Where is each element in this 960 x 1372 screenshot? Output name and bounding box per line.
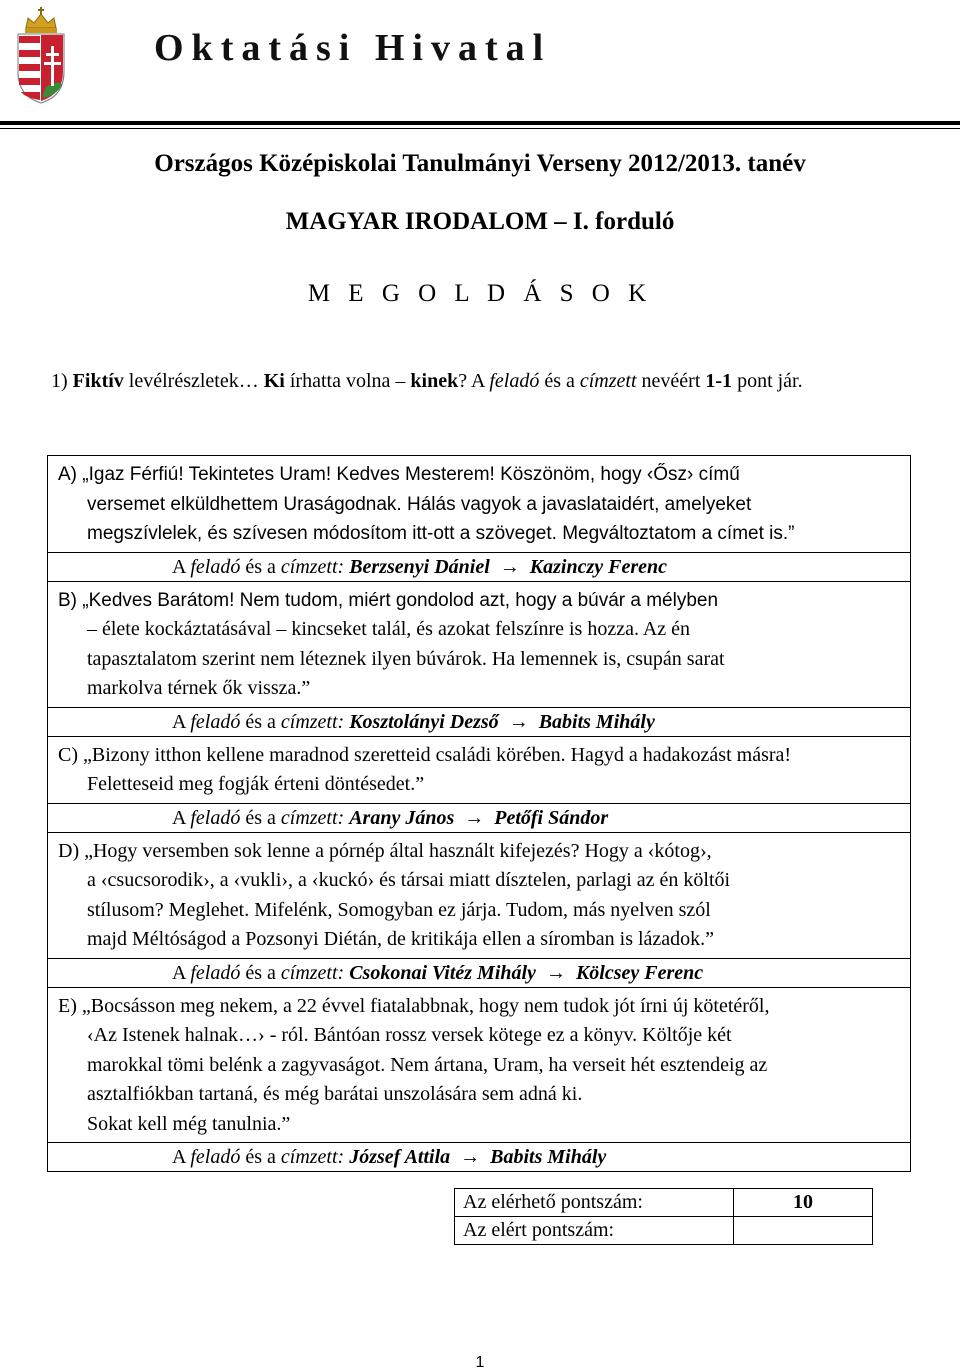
colon: : xyxy=(337,961,350,984)
score-row-achieved xyxy=(455,1217,873,1245)
sender-word: feladó xyxy=(190,1146,241,1168)
sender-word: feladó xyxy=(190,710,241,733)
recipient-word: címzett xyxy=(280,555,338,578)
header-rule xyxy=(0,121,960,125)
achieved-score-field[interactable] xyxy=(734,1217,873,1245)
quote-line: D) „Hogy versemben sok lenne a pórnép által használt kifejezés? Hogy a ‹kótog›, xyxy=(58,839,712,862)
and-the: és a xyxy=(240,961,281,984)
letter-quote xyxy=(48,987,911,1143)
quote-line: E) „Bocsásson meg nekem, a 22 évvel fiatalabbnak, hogy nem tudok jót írni új kötetéről, xyxy=(58,994,770,1017)
sender-word: feladó xyxy=(190,555,241,578)
max-score-value: 10 xyxy=(734,1189,873,1217)
sender-prefix: A xyxy=(172,1146,191,1168)
quote-line: marokkal tömi belénk a zagyvaságot. Nem ártana, Uram, ha verseit hét esztendeig az xyxy=(87,1053,768,1076)
quote-line: Sokat kell még tanulnia.” xyxy=(87,1112,291,1135)
sender-recipient-row xyxy=(48,958,911,987)
colon: : xyxy=(337,806,350,829)
quote-line: markolva térnek ők vissza.” xyxy=(87,677,311,699)
sender-recipient-row xyxy=(48,1143,911,1172)
score-table xyxy=(454,1188,873,1245)
subject-title: MAGYAR IRODALOM – I. forduló xyxy=(285,208,675,235)
colon: : xyxy=(337,555,350,578)
letter-quote xyxy=(48,581,911,707)
quote-row xyxy=(48,832,911,958)
sender-word: feladó xyxy=(190,961,241,984)
colon: : xyxy=(337,1146,350,1168)
recipient-word: címzett xyxy=(280,1146,338,1168)
sender-word: feladó xyxy=(190,806,241,829)
and-the: és a xyxy=(240,1146,281,1168)
quote-line: – élete kockáztatásával – kincseket talál, és azokat felszínre is hozza. Az én xyxy=(87,618,691,640)
sender-name: Berzsenyi Dániel xyxy=(349,555,490,578)
arrow-icon: → xyxy=(499,555,520,578)
quote-row xyxy=(48,987,911,1143)
header-rule-thin xyxy=(0,128,960,129)
letter-quote xyxy=(48,456,911,553)
arrow-icon: → xyxy=(508,710,529,733)
quote-row xyxy=(48,456,911,553)
quote-line: majd Méltóságod a Pozsonyi Diétán, de kritikája ellen a síromban is lázadok.” xyxy=(87,928,715,950)
achieved-score-label: Az elért pontszám: xyxy=(455,1217,734,1245)
letter-quote xyxy=(48,832,911,958)
letter-quote xyxy=(48,736,911,803)
quote-row xyxy=(48,736,911,803)
arrow-icon: → xyxy=(464,806,485,829)
sender-name: Arany János xyxy=(349,806,455,829)
quote-line: A) „Igaz Férfiú! Tekintetes Uram! Kedves Mesterem! Köszönöm, hogy ‹Ősz› című xyxy=(58,464,740,485)
sender-prefix: A xyxy=(172,555,191,578)
and-the: és a xyxy=(240,806,281,829)
quote-line: a ‹csucsorodik›, a ‹vukli›, a ‹kuckó› és társai miatt dísztelen, parlagi az én költői xyxy=(87,869,731,891)
quote-line: B) „Kedves Barátom! Nem tudom, miért gondolod azt, hogy a búvár a mélyben xyxy=(58,589,719,611)
recipient-name: Babits Mihály xyxy=(490,1146,607,1168)
score-row-max xyxy=(455,1189,873,1217)
sender-recipient-row xyxy=(48,707,911,736)
sender-name: József Attila xyxy=(349,1146,451,1168)
quote-line: versemet elküldhettem Uraságodnak. Hálás vagyok a javaslataidért, amelyeket xyxy=(87,493,752,515)
coat-of-arms-logo xyxy=(14,6,68,104)
recipient-word: címzett xyxy=(280,806,338,829)
sender-prefix: A xyxy=(172,961,191,984)
sender-recipient-answer xyxy=(48,552,911,581)
quote-row xyxy=(48,581,911,707)
answers-table xyxy=(47,455,911,1172)
colon: : xyxy=(337,710,350,733)
recipient-name: Kazinczy Ferenc xyxy=(529,555,667,578)
sender-recipient-answer xyxy=(48,1143,911,1172)
recipient-name: Babits Mihály xyxy=(538,710,655,733)
quote-line: asztalfiókban tartaná, és még barátai unszolására sem adná ki. xyxy=(87,1083,583,1105)
quote-line: Feletteseid meg fogják érteni döntésedet.” xyxy=(87,773,425,795)
page-number: 1 xyxy=(475,1354,485,1371)
max-score-label: Az elérhető pontszám: xyxy=(455,1189,734,1217)
sender-recipient-answer xyxy=(48,958,911,987)
sender-prefix: A xyxy=(172,710,191,733)
sender-prefix: A xyxy=(172,806,191,829)
and-the: és a xyxy=(240,555,281,578)
sender-name: Kosztolányi Dezső xyxy=(349,710,499,733)
recipient-word: címzett xyxy=(280,710,338,733)
arrow-icon: → xyxy=(460,1146,481,1168)
quote-line: megszívlelek, és szívesen módosítom itt-ott a szöveget. Megváltoztatom a címet is.” xyxy=(87,523,795,544)
sender-recipient-row xyxy=(48,552,911,581)
sender-recipient-answer xyxy=(48,707,911,736)
recipient-word: címzett xyxy=(280,961,338,984)
quote-line: ‹Az Istenek halnak…› - ról. Bántóan rossz versek kötege ez a könyv. Költője két xyxy=(87,1024,732,1046)
quote-line: tapasztalatom szerint nem léteznek ilyen búvárok. Ha lemennek is, csupán sarat xyxy=(87,647,725,670)
quote-line: C) „Bizony itthon kellene maradnod szeretteid családi körében. Hagyd a hadakozást másra! xyxy=(58,743,792,766)
recipient-name: Petőfi Sándor xyxy=(494,806,609,829)
office-title: Oktatási Hivatal xyxy=(154,27,552,69)
sender-recipient-row xyxy=(48,803,911,832)
and-the: és a xyxy=(240,710,281,733)
sender-name: Csokonai Vitéz Mihály xyxy=(349,961,536,984)
competition-title: Országos Középiskolai Tanulmányi Verseny 2012/2013. tanév xyxy=(154,150,806,177)
arrow-icon: → xyxy=(545,961,566,984)
task-1-instruction: 1) Fiktív levélrészletek… Ki írhatta volna – kinek? A feladó és a címzett nevéért 1-1 pont jár. xyxy=(51,370,803,392)
quote-line: stílusom? Meglehet. Mifelénk, Somogyban ez járja. Tudom, más nyelven szól xyxy=(87,898,711,921)
solutions-title: M E G O L D Á S O K xyxy=(307,280,653,307)
sender-recipient-answer xyxy=(48,803,911,832)
recipient-name: Kölcsey Ferenc xyxy=(575,961,704,984)
